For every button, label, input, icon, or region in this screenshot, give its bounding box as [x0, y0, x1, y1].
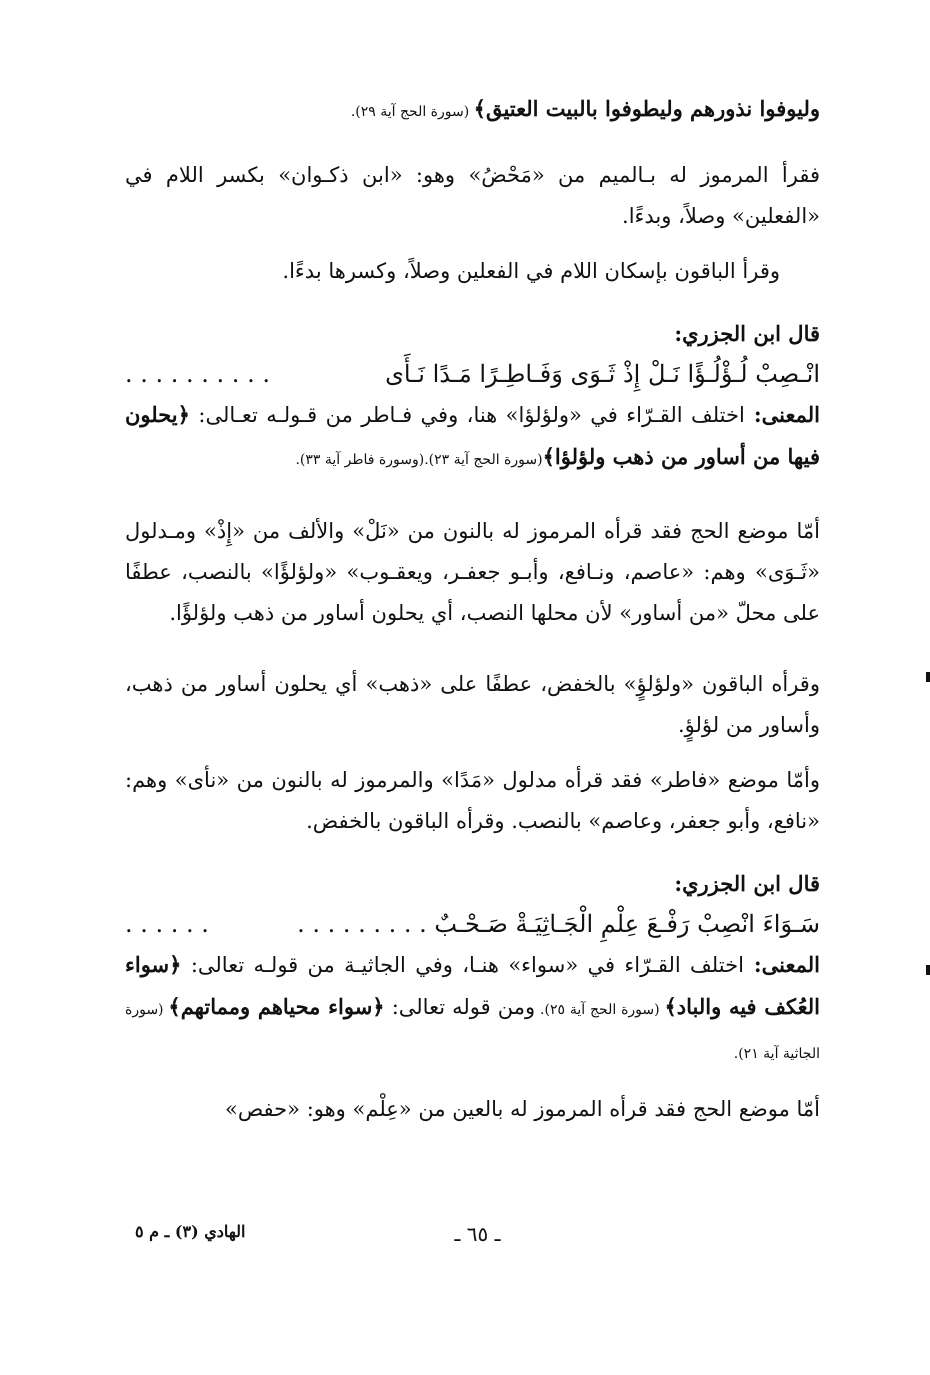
heading-ibn-jazari-2: قال ابن الجزري:	[674, 871, 820, 896]
book-source-mark: الهادي (٣) ـ م ٥	[135, 1222, 246, 1241]
page-number: ـ ٦٥ ـ	[454, 1222, 501, 1246]
poem-verse-2	[125, 904, 820, 944]
verse-quote-line	[125, 88, 820, 133]
surah-reference: (سورة الحج آية ٢٩).	[350, 104, 474, 120]
page-content	[125, 88, 820, 1130]
page-footer	[135, 1222, 820, 1254]
meaning-label: المعنى:	[744, 402, 820, 427]
poem-verse-1	[125, 354, 820, 394]
paragraph-1: فقرأ المرموز له بـالميم من «مَحْضُ» وهو: «ابن ذكـوان» بكسر اللام في «الفعلين» وصلاً، وبدءًا.	[125, 163, 820, 228]
margin-mark-1	[926, 672, 930, 682]
surah-reference-3: (سورة الحج آية ٢٥).	[535, 1002, 665, 1018]
meaning-label-2: المعنى:	[743, 952, 820, 977]
surah-reference-2: (سورة الحج آية ٢٣).(وسورة فاطر آية ٣٣).	[295, 452, 543, 468]
verse-1-text: انْـصِبْ لُـؤْلُـؤًا نَـلْ إِذْ ثَـوَى وَفَـاطِـرًا مَـدًا نَـأَى	[385, 360, 820, 388]
margin-mark-2	[926, 965, 930, 975]
paragraph-7	[125, 944, 820, 1075]
quran-quote: وليوفوا نذورهم وليطوفوا بالبيت العتيق﴾	[473, 96, 820, 121]
verse-1-dots: . . . . . . . . . .	[125, 360, 270, 388]
paragraph-4: أمّا موضع الحج فقد قرأه المرموز له بالنون من «نَلْ» والألف من «إِذْ» ومـدلول «ثَـوَى» وهم: «عاصم، ونـافع، وأبـو جعفـر، ويعقـوب» «ولؤلؤًا» بالنصب، عطفًا على محلّ «من أساور» لأن محلها النصب، أي يحلون أساور من ذهب ولؤلؤًا.	[125, 519, 820, 625]
paragraph-3-text: اختلف القـرّاء في «ولؤلؤا» هنا، وفي فـاطر من قـولـه تعـالى:	[198, 403, 745, 427]
paragraph-5: وقرأه الباقون «ولؤلؤٍ» بالخفض، عطفًا على «ذهب» أي يحلون أساور من ذهب، وأساور من لؤلؤٍ.	[125, 672, 820, 737]
quran-quote-2: ﴿يحلون فيها من أساور من ذهب ولؤلؤا﴾	[125, 402, 820, 469]
heading-ibn-jazari-1: قال ابن الجزري:	[674, 321, 820, 346]
paragraph-2: وقرأ الباقون بإسكان اللام في الفعلين وصلاً، وكسرها بدءًا.	[282, 259, 780, 283]
paragraph-7-mid: ومن قوله تعالى:	[384, 995, 536, 1019]
paragraph-6: وأمّا موضع «فاطر» فقد قرأه مدلول «مَدًا» والمرموز له بالنون من «نأى» وهم: «نافع، وأبو جعفر، وعاصم» بالنصب. وقرأه الباقون بالخفض.	[125, 768, 820, 833]
surah-reference-4: (سورة الجاثية آية ٢١).	[125, 1002, 820, 1062]
quran-quote-4: ﴿سواء محياهم ومماتهم﴾	[168, 994, 385, 1019]
verse-2-dots: . . . . . .	[125, 910, 209, 938]
paragraph-3	[125, 394, 820, 481]
verse-2-text: سَـوَاءَ انْصِبْ رَفْـعَ عِلْمِ الْجَـاثِيَـةْ صَـحْـبٌ . . . . . . . . .	[297, 910, 820, 938]
paragraph-7-text: اختلف القـرّاء في «سواء» هنـا، وفي الجاثيـة من قولـه تعالى:	[190, 953, 744, 977]
paragraph-8: أمّا موضع الحج فقد قرأه المرموز له بالعين من «عِلْم» وهو: «حفص»	[224, 1097, 820, 1121]
quran-quote-3: ﴿سواء العُكف فيه والباد﴾	[125, 952, 821, 1019]
